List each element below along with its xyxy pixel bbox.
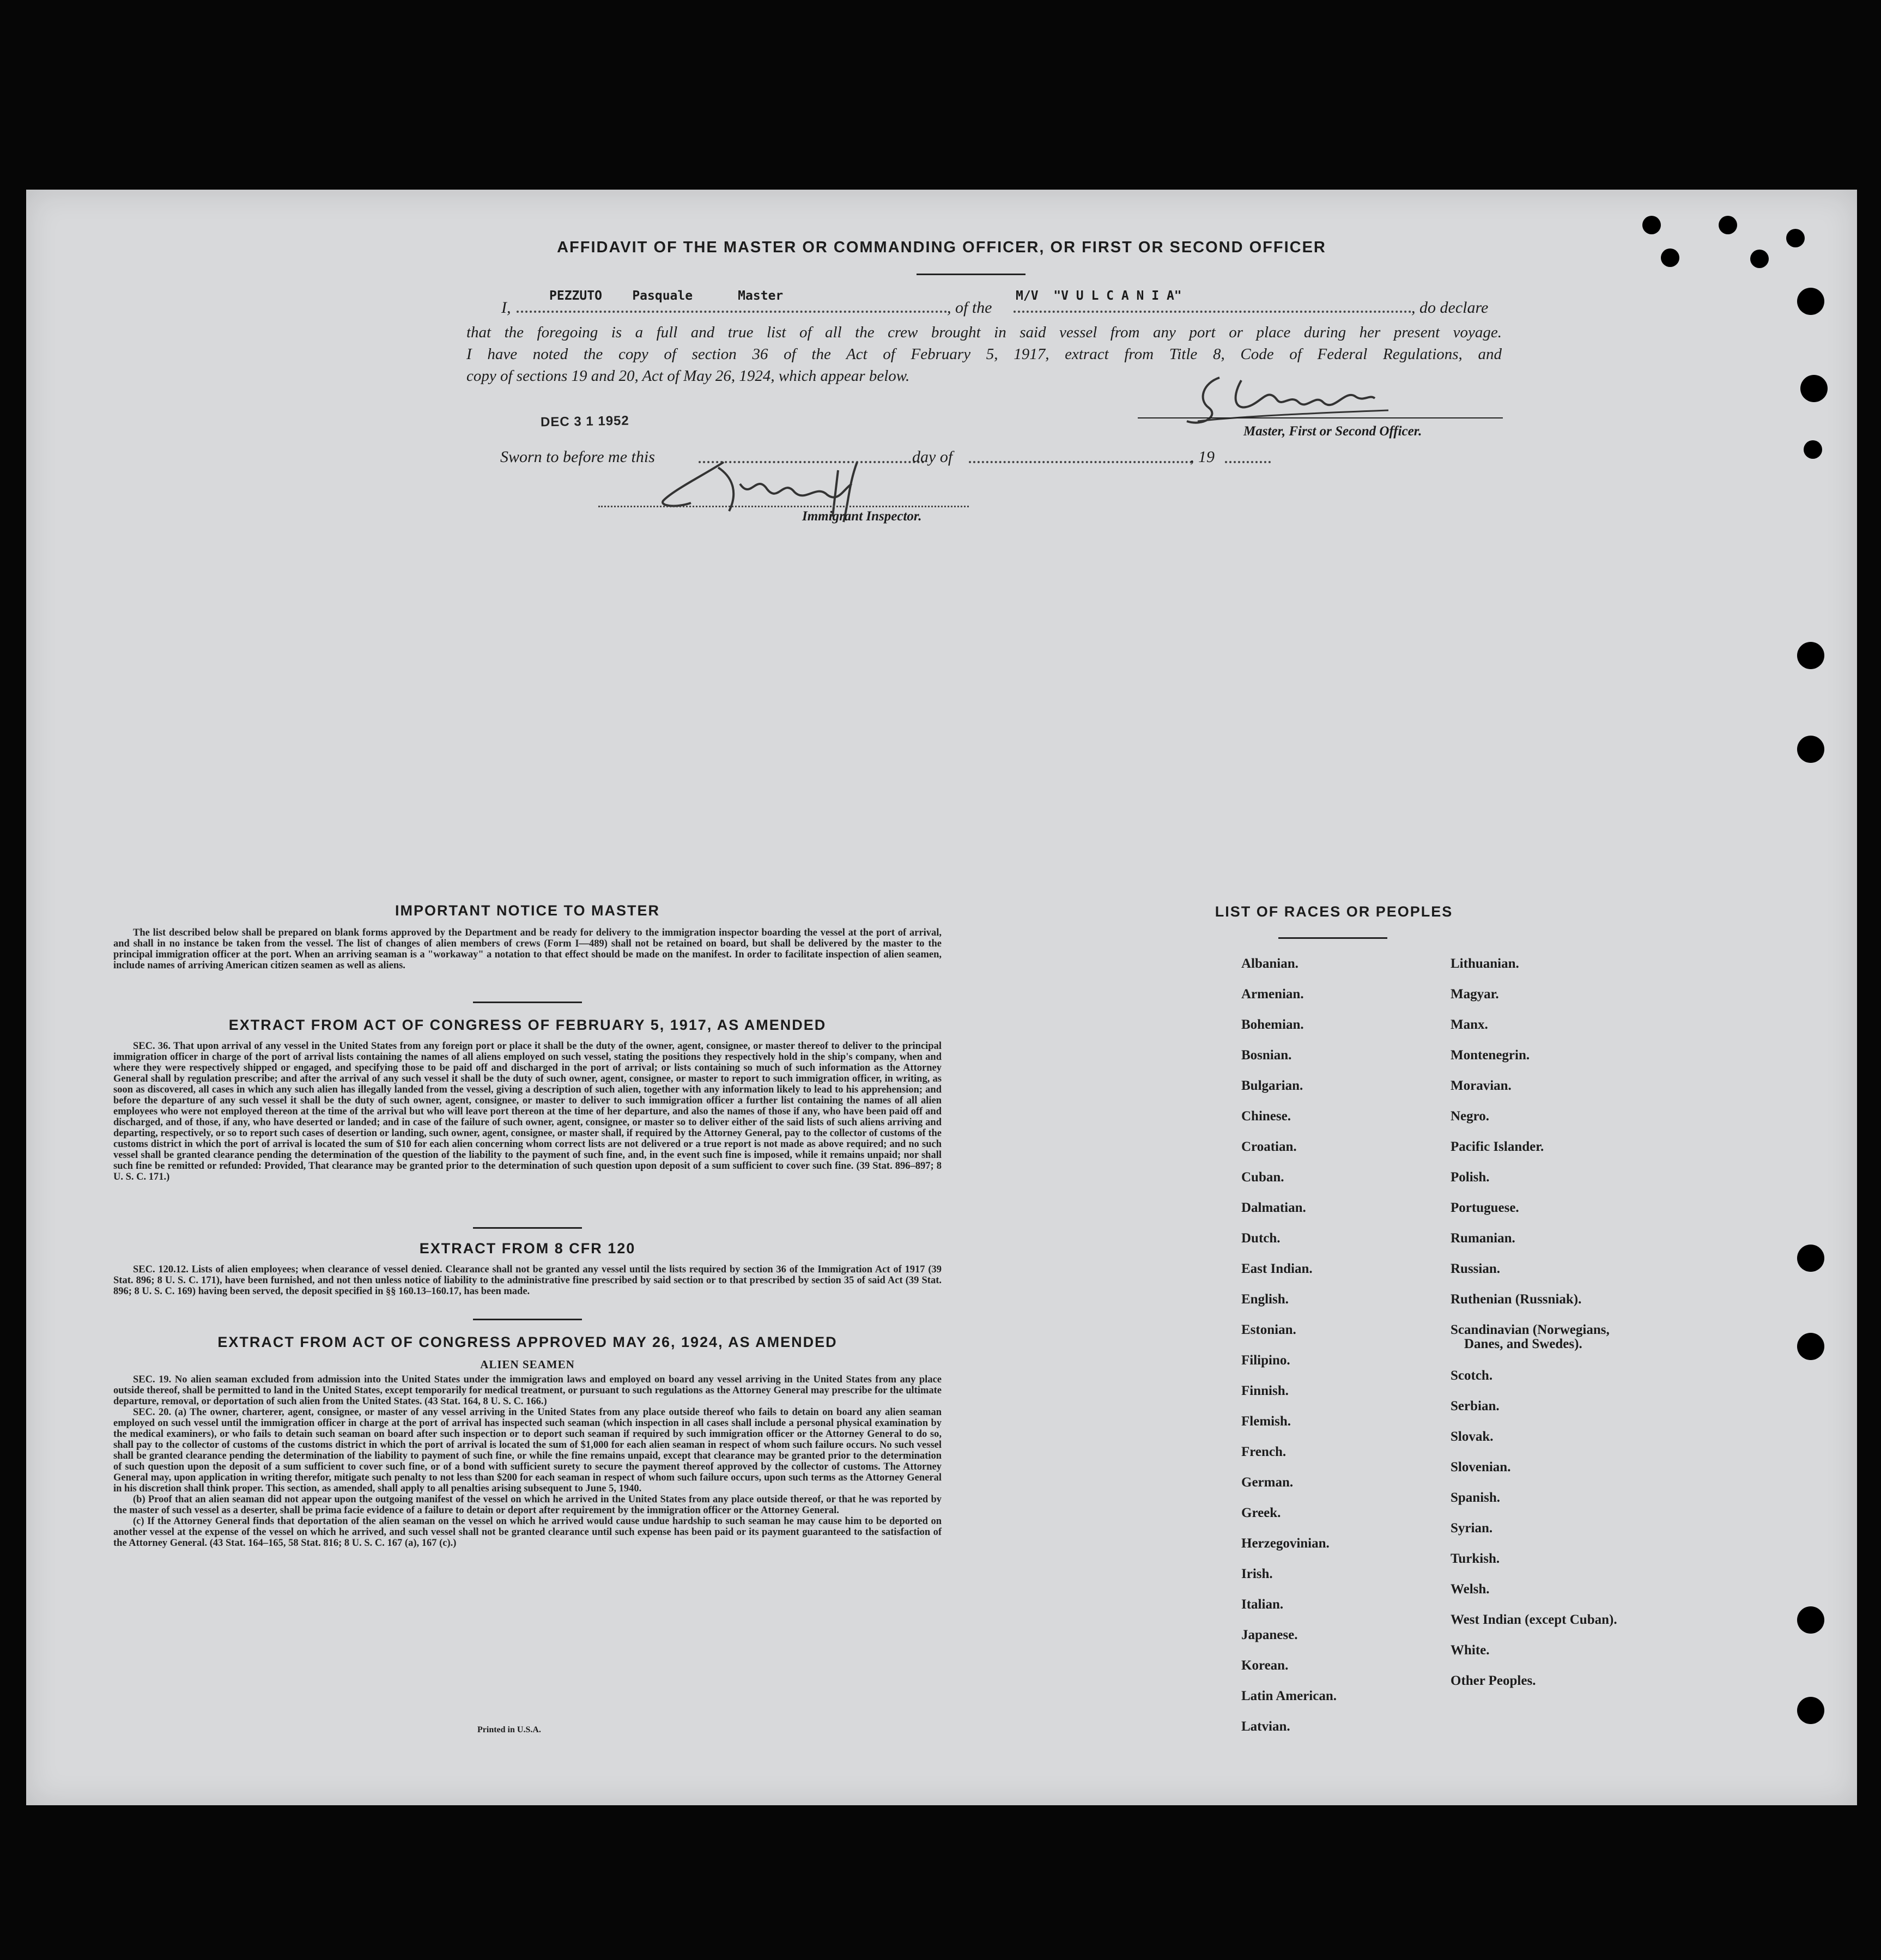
race-item: Serbian. <box>1451 1399 1500 1413</box>
race-item: Other Peoples. <box>1451 1673 1536 1688</box>
day-of-label: day of <box>912 448 953 466</box>
race-item: Italian. <box>1241 1597 1284 1612</box>
race-item: English. <box>1241 1292 1289 1307</box>
extract-1917-text <box>113 1041 942 1182</box>
punch-hole <box>1797 642 1824 669</box>
punch-hole <box>1719 216 1737 234</box>
sec-20c-paragraph: (c) If the Attorney General finds that deportation of the alien seaman on the vessel on which he arrived would cause undue hardship to such seaman he may cause him to be deported on another vessel at the expense of the vessel on which he arrived, and such vessel shall not be granted clearance until such expense has been paid or its payment guaranteed to the satisfaction of the Attorney General. (43 Stat. 164–165, 58 Stat. 816; 8 U. S. C. 167 (a), 167 (c).) <box>113 1516 942 1549</box>
race-item: Slovak. <box>1451 1429 1494 1444</box>
punch-hole <box>1642 216 1661 234</box>
race-item: Dutch. <box>1241 1231 1281 1246</box>
race-item: Rumanian. <box>1451 1231 1515 1246</box>
punch-hole <box>1800 375 1828 402</box>
section-rule <box>473 1227 582 1229</box>
sworn-month-blank <box>969 461 1192 463</box>
vessel-name-value: M/V "V U L C A N I A" <box>1016 289 1182 303</box>
inspector-caption: Immigrant Inspector. <box>802 509 922 524</box>
master-name-value: PEZZUTO Pasquale Master <box>549 289 784 303</box>
notice-paragraph: The list described below shall be prepared on blank forms approved by the Department and be ready for delivery to the immigration inspector boarding the vessel at the port of arrival, and shall in no instance be taken from the vessel. The list of changes of alien members of crews (Form I—489) shall not be retained on board, but shall be delivered by the master to the principal immigration officer at the port. When an arriving seaman is a "workaway" a notation to that effect should be made on the manifest. In order to facilitate inspection of alien seamen, include names of arriving American citizen seamen as well as aliens. <box>113 927 942 971</box>
sec-20a-paragraph: SEC. 20. (a) The owner, charterer, agent, consignee, or master of any vessel arriving in the United States from any place outside thereof who fails to detain on board any alien seaman employed on such vessel until the immigration officer in charge at the port of arrival has inspected such seaman (which inspection in all cases shall include a personal physical examination by the medical examiners), or who fails to detain such seaman on board after such inspection or to deport such seaman if required by such immigration officer or the Attorney General to do so, shall pay to the collector of customs of the customs district in which the port of arrival is located the sum of $1,000 for each alien seaman in respect of whom such failure occurs. No such vessel shall be granted clearance pending the determination of the liability to payment of such fine, or while the fine remains unpaid, except that clearance may be granted prior to the determination of such question upon the deposit of a sum sufficient to cover such fine, or of a bond with sufficient surety to secure the payment thereof approved by the collector of customs. The Attorney General may, upon application in writing therefor, mitigate such penalty to not less than $200 for each seaman in respect of whom such failure occurs, upon such terms as the Attorney General in his discretion shall think proper. This section, as amended, shall apply to all penalties arising subsequent to June 5, 1940. <box>113 1407 942 1494</box>
alien-seamen-subheading: ALIEN SEAMEN <box>480 1358 575 1371</box>
extract-1917-heading: EXTRACT FROM ACT OF CONGRESS OF FEBRUARY 5, 1917, AS AMENDED <box>228 1017 827 1033</box>
race-item: Magyar. <box>1451 987 1499 1002</box>
punch-hole <box>1797 1333 1824 1360</box>
races-heading: LIST OF RACES OR PEOPLES <box>1215 903 1453 920</box>
race-item: Turkish. <box>1451 1551 1500 1566</box>
affidavit-line-4: copy of sections 19 and 20, Act of May 26, 1924, which appear below. <box>466 367 910 385</box>
extract-1924-text <box>113 1374 942 1549</box>
sec-120-paragraph: SEC. 120.12. Lists of alien employees; when clearance of vessel denied. Clearance shall not be granted any vessel until the lists required by section 36 of the Immigration Act of 1917 (39 Stat. 896; 8 U. S. C. 171), have been furnished, and not then unless notice of liability to the administrative fine prescribed by said section or to that prescribed by section 35 of said Act (39 Stat. 896; 8 U. S. C. 169) having been served, the deposit specified in §§ 160.13–160.17, has been made. <box>113 1264 942 1297</box>
race-item: Scotch. <box>1451 1368 1493 1383</box>
year-label: , 19 <box>1190 448 1215 466</box>
races-right-column <box>1451 957 1617 1704</box>
race-item: Negro. <box>1451 1109 1490 1124</box>
name-blank <box>517 311 947 313</box>
extract-cfr-text <box>113 1264 942 1297</box>
master-signature-line <box>1138 417 1503 418</box>
race-item: Russian. <box>1451 1261 1501 1276</box>
affidavit-line-2: that the foregoing is a full and true list of all the crew brought in said vessel from any port or place during her present voyage. <box>466 324 1502 341</box>
race-item: Syrian. <box>1451 1521 1493 1536</box>
sec-36-paragraph: SEC. 36. That upon arrival of any vessel in the United States from any foreign port or place it shall be the duty of the owner, agent, consignee, or master thereof to deliver to the principal immigration officer in charge of the port of arrival lists containing the names of all aliens employed on such vessel, stating the positions they respectively hold in the ship's company, when and where they were respectively shipped or engaged, and specifying those to be paid off and discharged in the port of arrival; or lists containing so much of such information as the Attorney General shall by regulation prescribe; and after the arrival of any such vessel it shall be the duty of such owner, agent, consignee, or master to report to such immigration officer, in writing, as soon as discovered, all cases in which any such alien has illegally landed from the vessel, giving a description of such alien, together with any information likely to lead to his apprehension; and before the departure of any such vessel it shall be the duty of such owner, agent, consignee, or master to deliver to such immigration officer a further list containing the names of all alien employees who were not employed thereon at the time of the arrival but who will leave port thereon at the time of her departure, and also the names of those if any, who have been paid off and discharged, and of those, if any, who have deserted or landed; and in case of the failure of such owner, agent, consignee, or master so to deliver either of the said lists of such aliens arriving and departing, respectively, or so to report such cases of desertion or landing, such owner, agent, consignee, or master shall, if required by the Attorney General, pay to the collector of customs of the customs district in which the port of arrival is located the sum of $10 for each alien concerning whom correct lists are not delivered or a true report is not made as above required; and no such vessel shall be granted clearance pending the determination of the question of the liability to the payment of such fine, and, in the event such fine is imposed, while it remains unpaid; nor shall such fine be remitted or refunded: Provided, That clearance may be granted prior to the determination of such question upon deposit of a sum sufficient to cover such fine. (39 Stat. 896–897; 8 U. S. C. 171.) <box>113 1041 942 1182</box>
sworn-label: Sworn to before me this <box>500 448 655 466</box>
race-item: Welsh. <box>1451 1582 1490 1597</box>
race-item: Herzegovinian. <box>1241 1536 1330 1551</box>
race-item: Japanese. <box>1241 1628 1298 1642</box>
race-item: Filipino. <box>1241 1353 1290 1368</box>
race-item: Lithuanian. <box>1451 956 1519 971</box>
race-item: Montenegrin. <box>1451 1048 1530 1063</box>
race-item: Portuguese. <box>1451 1200 1519 1215</box>
notice-heading: IMPORTANT NOTICE TO MASTER <box>395 902 660 919</box>
races-rule <box>1278 937 1387 939</box>
sec-20b-paragraph: (b) Proof that an alien seaman did not appear upon the outgoing manifest of the vessel on which he arrived in the United States from any place outside thereof, or that he was reported by the master of such vessel as a deserter, shall be prima facie evidence of a failure to detain or deport after requirement by the immigration officer or the Attorney General. <box>113 1494 942 1516</box>
punch-hole <box>1797 736 1824 763</box>
title-rule <box>917 274 1026 275</box>
race-item: Bosnian. <box>1241 1048 1292 1063</box>
race-item: Greek. <box>1241 1506 1281 1520</box>
master-signature <box>1181 367 1465 432</box>
race-item: East Indian. <box>1241 1261 1313 1276</box>
punch-hole <box>1797 1697 1824 1724</box>
race-item: Albanian. <box>1241 956 1299 971</box>
race-item: Polish. <box>1451 1170 1490 1185</box>
race-item: Moravian. <box>1451 1078 1512 1093</box>
race-item: Finnish. <box>1241 1383 1289 1398</box>
extract-cfr-heading: EXTRACT FROM 8 CFR 120 <box>419 1240 636 1257</box>
race-item: Flemish. <box>1241 1414 1291 1429</box>
document-page <box>26 190 1857 1805</box>
race-item: Bulgarian. <box>1241 1078 1303 1093</box>
punch-hole <box>1797 288 1824 315</box>
race-item: Korean. <box>1241 1658 1289 1673</box>
race-item: German. <box>1241 1475 1294 1490</box>
race-item: Slovenian. <box>1451 1460 1511 1474</box>
race-item: Ruthenian (Russniak). <box>1451 1292 1582 1307</box>
extract-1924-heading: EXTRACT FROM ACT OF CONGRESS APPROVED MAY 26, 1924, AS AMENDED <box>217 1334 838 1350</box>
race-item: Scandinavian (Norwegians, Danes, and Swedes). <box>1451 1322 1610 1351</box>
master-caption: Master, First or Second Officer. <box>1243 424 1422 439</box>
section-rule <box>473 1319 582 1320</box>
affidavit-line-3: I have noted the copy of section 36 of the Act of February 5, 1917, extract from Title 8, Code of Federal Regulations, and <box>466 345 1502 363</box>
race-item: Chinese. <box>1241 1109 1291 1124</box>
race-item: Pacific Islander. <box>1451 1139 1544 1154</box>
punch-hole <box>1797 1245 1824 1272</box>
notice-text <box>113 927 942 971</box>
race-item: White. <box>1451 1643 1490 1658</box>
race-item: Latvian. <box>1241 1719 1290 1734</box>
race-item: Estonian. <box>1241 1322 1296 1337</box>
race-item: Bohemian. <box>1241 1017 1304 1032</box>
sworn-year-blank <box>1225 461 1271 463</box>
race-item: Irish. <box>1241 1567 1273 1581</box>
race-item: Manx. <box>1451 1017 1488 1032</box>
printed-in-usa: Printed in U.S.A. <box>477 1725 541 1734</box>
section-rule <box>473 1002 582 1003</box>
race-item: Latin American. <box>1241 1689 1337 1703</box>
do-declare-label: , do declare <box>1411 299 1489 317</box>
race-item: Cuban. <box>1241 1170 1284 1185</box>
punch-hole <box>1804 440 1822 459</box>
date-stamp: DEC 3 1 1952 <box>540 413 629 430</box>
punch-hole <box>1797 1606 1824 1634</box>
race-item: West Indian (except Cuban). <box>1451 1612 1617 1627</box>
race-item: Croatian. <box>1241 1139 1297 1154</box>
race-item: French. <box>1241 1445 1287 1459</box>
race-item: Dalmatian. <box>1241 1200 1306 1215</box>
inspector-signature-line <box>598 506 969 507</box>
affidavit-i-prefix: I, <box>501 299 511 317</box>
race-item: Armenian. <box>1241 987 1304 1002</box>
sec-19-paragraph: SEC. 19. No alien seaman excluded from admission into the United States under the immigration laws and employed on board any vessel arriving in the United States from any place outside thereof, shall be permitted to land in the United States, except temporarily for medical treatment, or pursuant to such regulations as the Attorney General may prescribe for the ultimate departure, removal, or deportation of such alien from the United States. (43 Stat. 164, 8 U. S. C. 166.) <box>113 1374 942 1407</box>
of-the-label: , of the <box>947 299 992 317</box>
races-left-column <box>1241 957 1337 1750</box>
race-item: Spanish. <box>1451 1490 1501 1505</box>
vessel-blank <box>1014 311 1411 313</box>
affidavit-title: AFFIDAVIT OF THE MASTER OR COMMANDING OFFICER, OR FIRST OR SECOND OFFICER <box>557 239 1326 256</box>
